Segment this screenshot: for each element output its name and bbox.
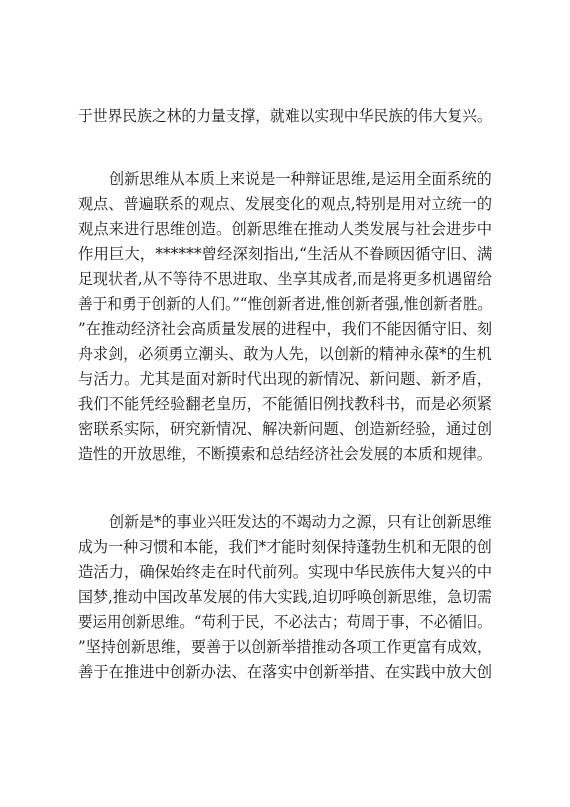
paragraph-2-line-5: 足现状者,从不等待不思进取、坐享其成者,而是将更多机遇留给 — [78, 270, 492, 288]
paragraph-1-line-1: 于世界民族之林的力量支撑，就难以实现中华民族的伟大复兴。 — [78, 107, 492, 125]
paragraph-2-line-4: 作用巨大，******曾经深刻指出,“生活从不眷顾因循守旧、满 — [78, 245, 493, 263]
paragraph-2-line-11: 密联系实际，研究新情况、解决新问题、创造新经验，通过创 — [78, 420, 493, 438]
paragraph-2-line-7: ”在推动经济社会高质量发展的进程中，我们不能因循守旧、刻 — [78, 320, 493, 338]
paragraph-3-line-3: 造活力，确保始终走在时代前列。实现中华民族伟大复兴的中 — [78, 563, 493, 581]
paragraph-3-line-7: 善于在推进中创新办法、在落实中创新举措、在实践中放大创 — [78, 663, 493, 681]
paragraph-2-line-9: 与活力。尤其是面对新时代出现的新情况、新问题、新矛盾， — [78, 370, 493, 388]
paragraph-3-line-1: 创新是*的事业兴旺发达的不竭动力之源，只有让创新思维 — [109, 513, 492, 531]
paragraph-2-line-1: 创新思维从本质上来说是一种辩证思维,是运用全面系统的 — [109, 170, 492, 188]
paragraph-2-line-2: 观点、普遍联系的观点、发展变化的观点,特别是用对立统一的 — [78, 195, 492, 213]
paragraph-3-line-4: 国梦,推动中国改革发展的伟大实践,迫切呼唤创新思维，急切需 — [78, 588, 492, 606]
paragraph-2-line-8: 舟求剑，必须勇立潮头、敢为人先，以创新的精神永葆*的生机 — [78, 345, 492, 363]
paragraph-3-line-5: 要运用创新思维。“苟利于民，不必法古；苟周于事，不必循旧。 — [78, 613, 492, 631]
paragraph-3-line-2: 成为一种习惯和本能，我们*才能时刻保持蓬勃生机和无限的创 — [78, 538, 492, 556]
paragraph-2-line-12: 造性的开放思维，不断摸索和总结经济社会发展的本质和规律。 — [78, 445, 492, 463]
paragraph-2-line-10: 我们不能凭经验翻老皇历，不能循旧例找教科书，而是必须紧 — [78, 395, 493, 413]
paragraph-2-line-3: 观点来进行思维创造。创新思维在推动人类发展与社会进步中 — [78, 220, 493, 238]
paragraph-2-line-6: 善于和勇于创新的人们。”“惟创新者进,惟创新者强,惟创新者胜。 — [78, 295, 493, 313]
paragraph-3-line-6: ”坚持创新思维，要善于以创新举措推动各项工作更富有成效， — [78, 638, 493, 656]
